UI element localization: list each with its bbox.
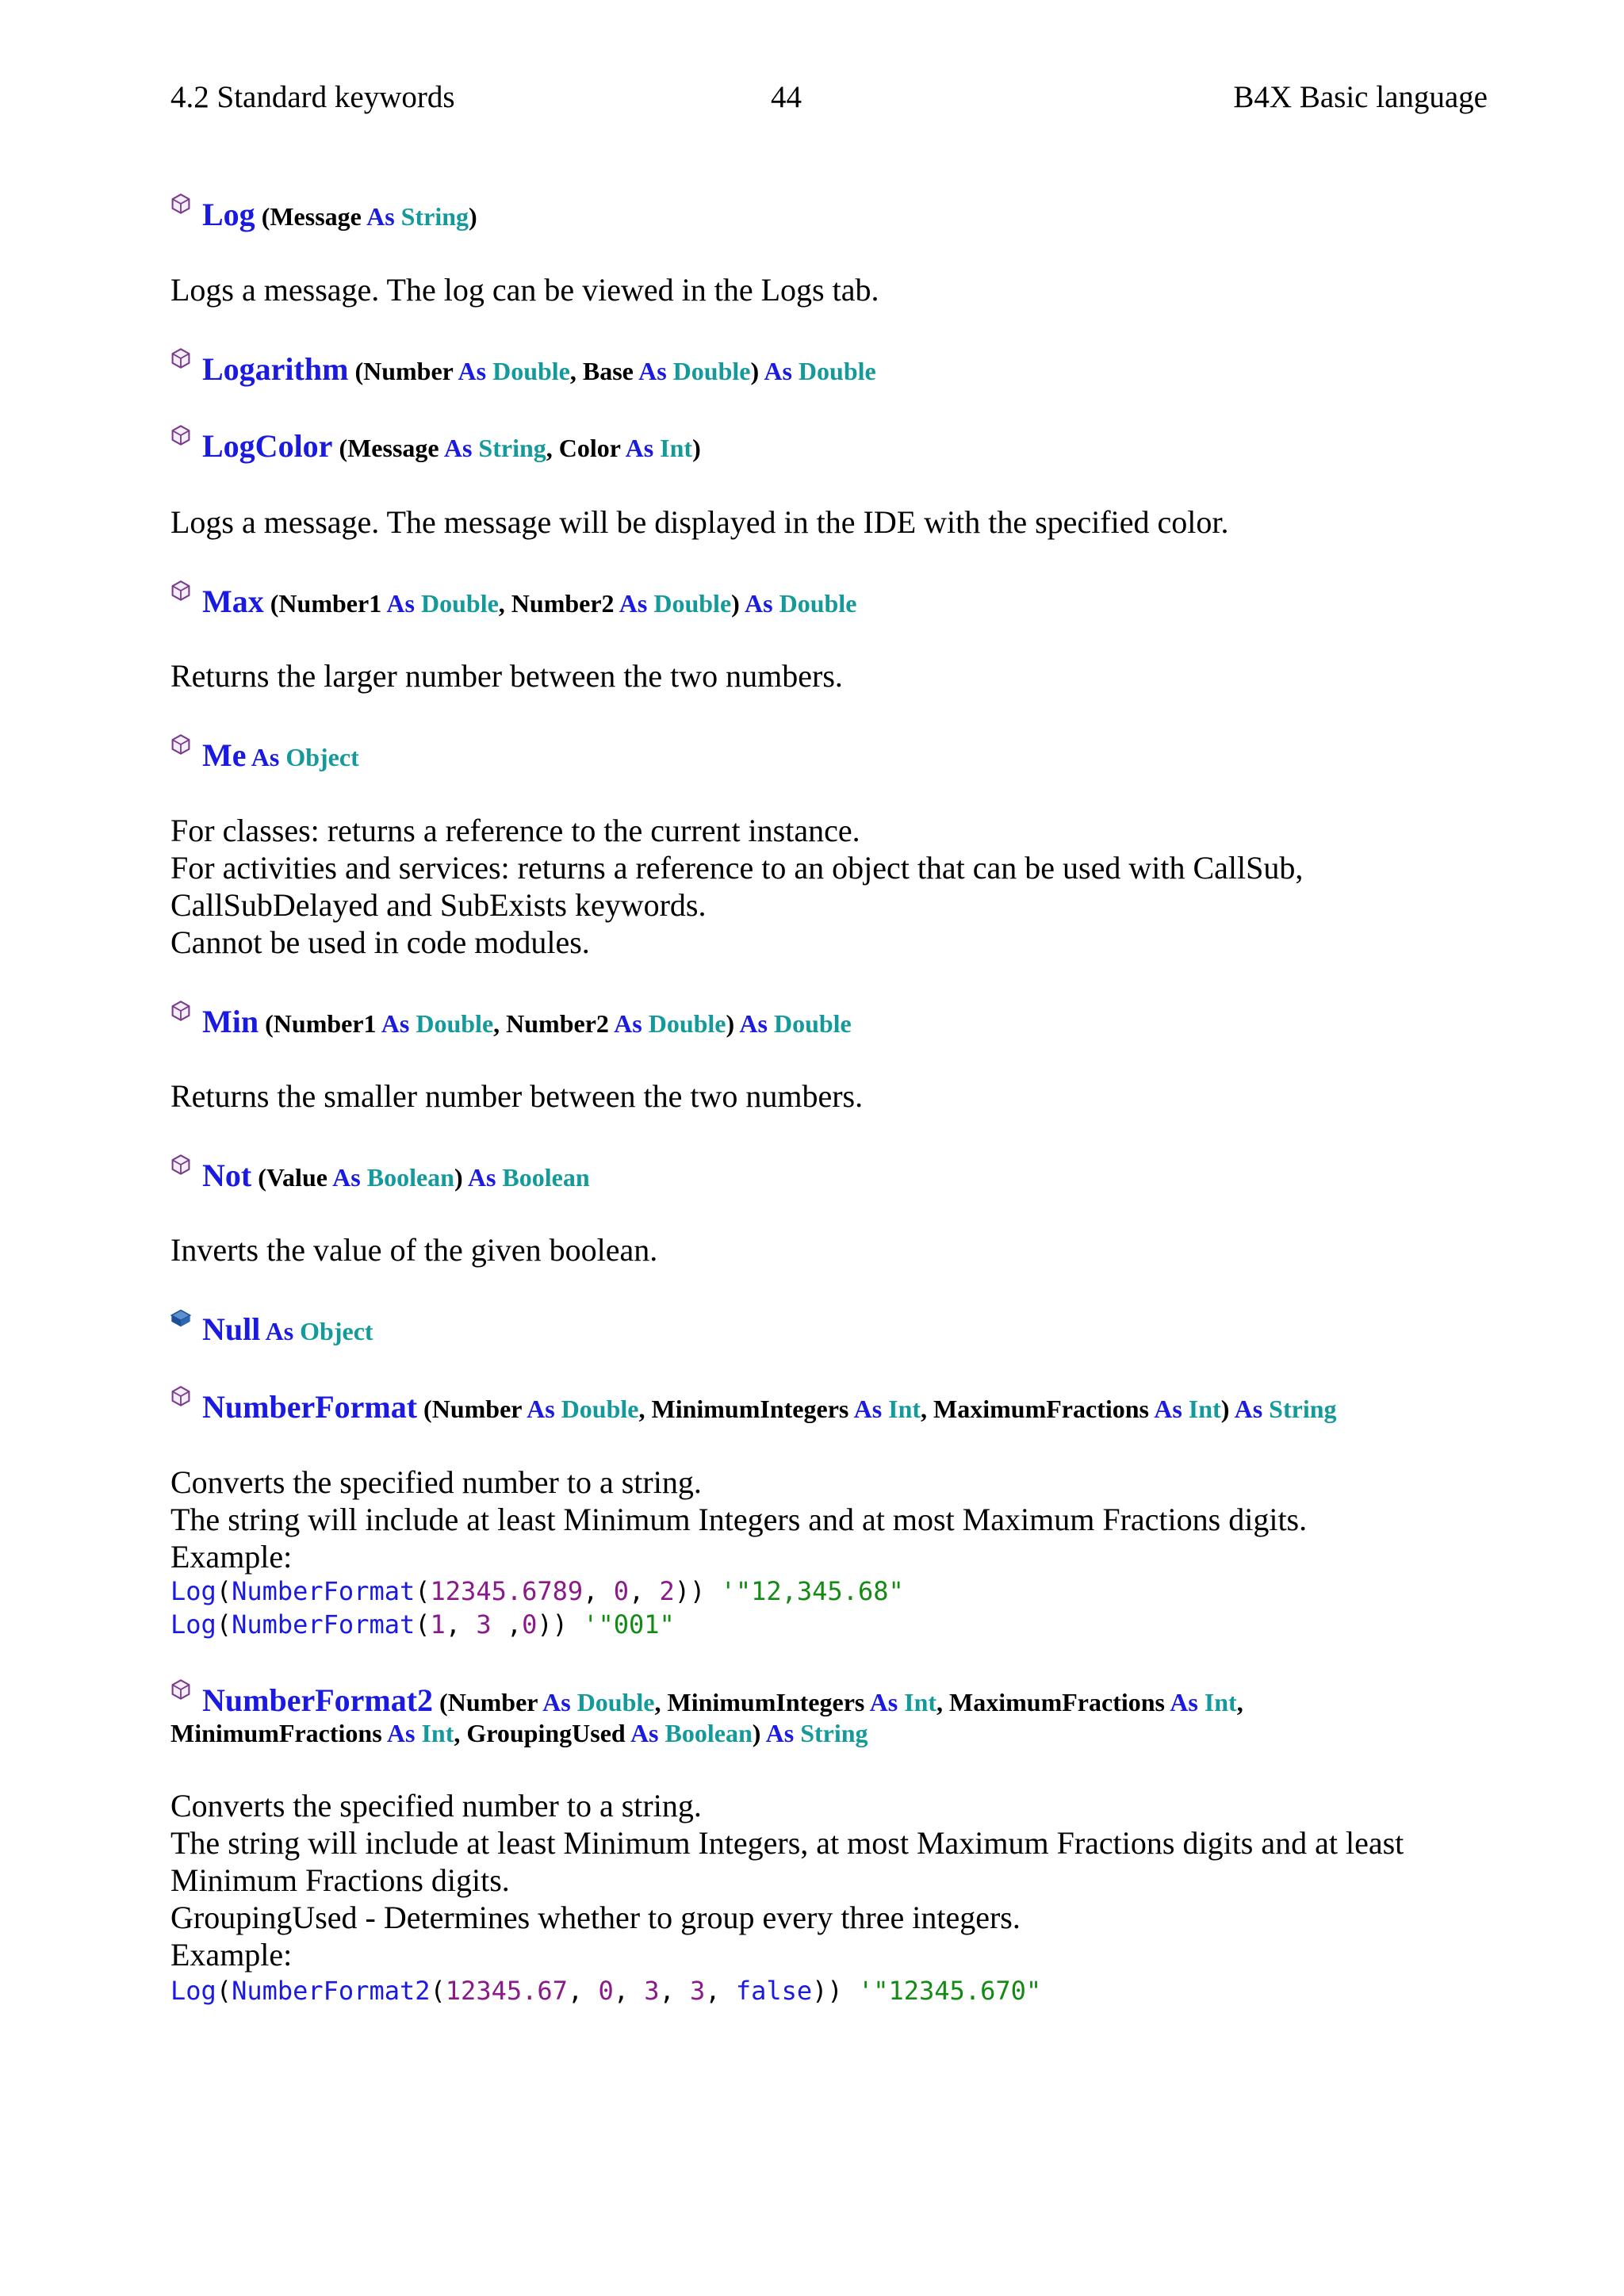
entry-me-signature: Me As Object bbox=[170, 734, 359, 774]
keyword-name: Me bbox=[202, 737, 247, 773]
constant-icon bbox=[170, 1308, 191, 1329]
method-icon bbox=[170, 193, 191, 214]
param-type: Int bbox=[904, 1688, 937, 1716]
param-type: Int bbox=[660, 434, 693, 462]
entry-me-description-line-3: CallSubDelayed and SubExists keywords. bbox=[170, 887, 707, 923]
keyword-name: Null bbox=[202, 1311, 261, 1347]
entry-null-signature: Null As Object bbox=[170, 1308, 373, 1348]
entry-numberformat2-signature: NumberFormat2 (Number As Double, MinimumIntegers As Int, MaximumFractions As Int, bbox=[170, 1679, 1243, 1719]
param-name: Number1 bbox=[278, 589, 382, 618]
param-type: String bbox=[478, 434, 546, 462]
param-type: Int bbox=[421, 1719, 454, 1747]
param-type: Double bbox=[416, 1009, 494, 1038]
param-name: MinimumIntegers bbox=[667, 1688, 865, 1716]
param-name: Base bbox=[582, 357, 634, 385]
entry-log-signature: Log (Message As String) bbox=[170, 193, 477, 233]
entry-numberformat-signature: NumberFormat (Number As Double, MinimumIntegers As Int, MaximumFractions As Int) As String bbox=[170, 1386, 1337, 1425]
param-name: Number bbox=[447, 1688, 538, 1716]
entry-numberformat2-description-line-2: The string will include at least Minimum Integers, at most Maximum Fractions digits and at least bbox=[170, 1825, 1404, 1861]
param-name: Message bbox=[347, 434, 439, 462]
param-name: Number bbox=[431, 1395, 522, 1423]
method-icon bbox=[170, 1386, 191, 1406]
entry-numberformat-example-label: Example: bbox=[170, 1539, 293, 1575]
keyword-name: LogColor bbox=[202, 428, 333, 464]
param-name: MaximumFractions bbox=[949, 1688, 1165, 1716]
entry-min-signature: Min (Number1 As Double, Number2 As Double) As Double bbox=[170, 1001, 852, 1040]
method-icon bbox=[170, 348, 191, 369]
header-page-number: 44 bbox=[771, 80, 802, 114]
entry-me-description-line-1: For classes: returns a reference to the current instance. bbox=[170, 813, 860, 848]
entry-numberformat2-description-line-3: Minimum Fractions digits. bbox=[170, 1862, 510, 1898]
keyword-name: Logarithm bbox=[202, 351, 349, 387]
param-name: MaximumFractions bbox=[933, 1395, 1149, 1423]
entry-not-description: Inverts the value of the given boolean. bbox=[170, 1232, 658, 1268]
entry-numberformat-description-line-2: The string will include at least Minimum Integers and at most Maximum Fractions digits. bbox=[170, 1502, 1308, 1537]
entry-numberformat2-example-label: Example: bbox=[170, 1937, 293, 1973]
entry-max-signature: Max (Number1 As Double, Number2 As Double) As Double bbox=[170, 580, 856, 620]
method-icon bbox=[170, 734, 191, 755]
param-type: Boolean bbox=[665, 1719, 753, 1747]
param-type: Int bbox=[1188, 1395, 1221, 1423]
entry-numberformat2-description-line-1: Converts the specified number to a string. bbox=[170, 1788, 702, 1823]
entry-numberformat2-signature-continued: MinimumFractions As Int, GroupingUsed As Boolean) As String bbox=[170, 1719, 868, 1747]
param-type: Boolean bbox=[366, 1163, 454, 1192]
entry-logarithm-signature: Logarithm (Number As Double, Base As Double) As Double bbox=[170, 348, 876, 388]
return-type: Double bbox=[798, 357, 876, 385]
entry-numberformat2-description-line-4: GroupingUsed - Determines whether to group every three integers. bbox=[170, 1900, 1021, 1935]
param-name: Message bbox=[270, 202, 362, 231]
return-type: Object bbox=[300, 1317, 373, 1345]
param-name: Color bbox=[558, 434, 621, 462]
return-type: String bbox=[1269, 1395, 1337, 1423]
return-type: Boolean bbox=[502, 1163, 590, 1192]
param-name: Value bbox=[266, 1163, 327, 1192]
param-type: Double bbox=[492, 357, 570, 385]
entry-log-description: Logs a message. The log can be viewed in the Logs tab. bbox=[170, 272, 879, 308]
param-name: Number1 bbox=[273, 1009, 377, 1038]
method-icon bbox=[170, 1154, 191, 1175]
method-icon bbox=[170, 580, 191, 601]
param-name: MinimumFractions bbox=[170, 1719, 382, 1747]
param-name: GroupingUsed bbox=[466, 1719, 626, 1747]
param-type: Double bbox=[653, 589, 732, 618]
entry-me-description-line-4: Cannot be used in code modules. bbox=[170, 924, 590, 960]
param-type: Double bbox=[420, 589, 499, 618]
param-type: Int bbox=[1204, 1688, 1237, 1716]
return-type: Double bbox=[773, 1009, 852, 1038]
code-example-line: Log(NumberFormat(12345.6789, 0, 2)) '"12,345.68" bbox=[170, 1576, 904, 1606]
header-book-title: B4X Basic language bbox=[1233, 80, 1488, 114]
method-icon bbox=[170, 1679, 191, 1700]
method-icon bbox=[170, 1001, 191, 1021]
param-name: Number2 bbox=[506, 1009, 609, 1038]
entry-not-signature: Not (Value As Boolean) As Boolean bbox=[170, 1154, 590, 1194]
return-type: Double bbox=[779, 589, 857, 618]
keyword-name: Not bbox=[202, 1158, 252, 1193]
return-type: String bbox=[800, 1719, 868, 1747]
param-type: Double bbox=[648, 1009, 726, 1038]
entry-me-description-line-2: For activities and services: returns a reference to an object that can be used with CallSub, bbox=[170, 850, 1304, 886]
code-example-line: Log(NumberFormat(1, 3 ,0)) '"001" bbox=[170, 1609, 675, 1640]
param-name: MinimumIntegers bbox=[651, 1395, 849, 1423]
param-type: Double bbox=[672, 357, 751, 385]
param-type: Double bbox=[561, 1395, 639, 1423]
param-name: Number bbox=[363, 357, 454, 385]
entry-max-description: Returns the larger number between the two numbers. bbox=[170, 658, 843, 694]
keyword-name: Max bbox=[202, 584, 264, 619]
param-type: Double bbox=[576, 1688, 655, 1716]
keyword-name: Log bbox=[202, 197, 255, 232]
header-section-title: 4.2 Standard keywords bbox=[170, 80, 455, 114]
keyword-name: NumberFormat bbox=[202, 1389, 418, 1425]
code-example-line: Log(NumberFormat2(12345.67, 0, 3, 3, false)) '"12345.670" bbox=[170, 1976, 1042, 2006]
keyword-name: Min bbox=[202, 1004, 259, 1039]
keyword-name: NumberFormat2 bbox=[202, 1682, 434, 1718]
param-type: String bbox=[400, 202, 469, 231]
entry-logcolor-description: Logs a message. The message will be displayed in the IDE with the specified color. bbox=[170, 504, 1229, 540]
method-icon bbox=[170, 425, 191, 446]
param-type: Int bbox=[888, 1395, 921, 1423]
return-type: Object bbox=[285, 743, 359, 771]
param-name: Number2 bbox=[511, 589, 615, 618]
entry-min-description: Returns the smaller number between the two numbers. bbox=[170, 1078, 864, 1114]
entry-logcolor-signature: LogColor (Message As String, Color As Int) bbox=[170, 425, 701, 465]
entry-numberformat-description-line-1: Converts the specified number to a string. bbox=[170, 1464, 702, 1500]
